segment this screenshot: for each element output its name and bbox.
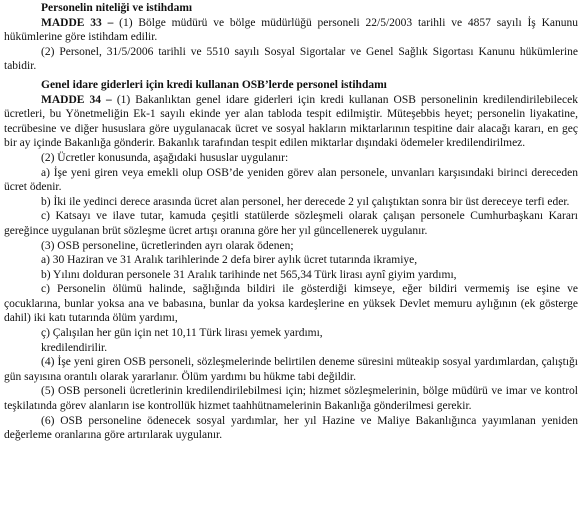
article-34-item-3a: a) 30 Haziran ve 31 Aralık tarihlerinde 2 defa birer aylık ücret tutarında ikramiye, (41, 254, 418, 267)
article-34-item-3c: c) Personelin ölümü halinde, sağlığında bildiri ile gösterdiği kimseye, eğer bildiri vermemiş ise eşine ve çocuklarına, bunlar yoksa ana ve babasına, bunlar da yoksa kardeşlerine en yüksek Devlet memuru aylığının (ek gösterge dahil) iki katı tutarında ölüm yardımı, (4, 283, 578, 325)
article-34-item-3b: b) Yılını dolduran personele 31 Aralık tarihinde net 565,34 Türk lirası aynî giyim yardımı, (41, 268, 457, 281)
article-33-label: MADDE 33 – (41, 16, 114, 29)
section-heading-34: Genel idare giderleri için kredi kullanan OSB’lerde personel istihdamı (41, 78, 387, 91)
article-34-paragraph-2: (2) Ücretler konusunda, aşağıdaki hususlar uygulanır: (41, 151, 289, 164)
article-34-item-2c: c) Katsayı ve ilave tutar, kamuda çeşitli statülerde sözleşmeli olarak çalışan personele Cumhurbaşkanı Kararı gereğince uygulanan brüt sözleşme ücret artışı oranına göre her yıl güncellenerek uygulanır. (4, 210, 578, 237)
article-33-paragraph-1 (4, 16, 578, 45)
article-34-item-2a: a) İşe yeni giren veya emekli olup OSB’de yeniden görev alan personele, unvanları karşısındaki birinci dereceden ücret ödenir. (4, 166, 578, 194)
article-34-paragraph-3: (3) OSB personeline, ücretlerinden ayrı olarak ödenen; (41, 239, 294, 252)
article-34-label: MADDE 34 – (41, 93, 112, 106)
article-34-paragraph-5: (5) OSB personeli ücretlerinin kredilendirilebilmesi için; hizmet sözleşmelerinin, bölge müdürü ve imar ve kontrol teşkilatında görev alanların ise kontrollük hizmet taahhütnamelerinin Bakanlığa gönderilmesi gerekir. (4, 385, 578, 413)
article-34-paragraph-3-closing: kredilendirilir. (41, 341, 108, 354)
article-34-item-2b: b) İki ile yedinci derece arasında ücret alan personel, her derecede 2 yıl çalıştıktan sonra bir üst dereceye terfi eder. (41, 195, 570, 208)
article-33-paragraph-2: (2) Personel, 31/5/2006 tarihli ve 5510 sayılı Sosyal Sigortalar ve Genel Sağlık Sigortası Kanunu hükümlerine tabidir. (4, 45, 578, 73)
article-34-paragraph-1-text: (1) Bakanlıktan genel idare giderleri için kredi kullanan OSB personelinin kredilendirilebilecek ücretleri, bu Yönetmeliğin Ek-1 sayılı ekinde yer alan tabloda tespit edilmiştir. Müteşebbis heyet; personelin liyakatine, tecrübesine ve diğer hususlara göre uygulanacak ücret ve sosyal hakların miktarlarının tespitine dair alacağı kararı, en geç bir ay içinde Bakanlığa gönderir. Bakanlık tarafından tespit edilen miktarlar dışındaki ödemeler kredilendirilmez. (4, 93, 578, 150)
section-heading-33: Personelin niteliği ve istihdamı (41, 2, 193, 14)
article-34-paragraph-6: (6) OSB personeline ödenecek sosyal yardımlar, her yıl Hazine ve Maliye Bakanlığınca yayımlanan yeniden değerleme oranlarına göre artırılarak uygulanır. (4, 414, 578, 442)
article-34-item-3d: ç) Çalışılan her gün için net 10,11 Türk lirası yemek yardımı, (41, 327, 323, 340)
article-33-paragraph-1-text: (1) Bölge müdürü ve bölge müdürlüğü personeli 22/5/2003 tarihli ve 4857 sayılı İş Kanunu hükümlerine göre istihdam edilir. (4, 16, 578, 44)
article-34-paragraph-1 (4, 93, 578, 151)
regulation-document (4, 0, 578, 443)
article-34-paragraph-4: (4) İşe yeni giren OSB personeli, sözleşmelerinde belirtilen deneme süresini müteakip sosyal yardımlardan, çalıştığı gün sayısına orantılı olarak yararlanır. Ölüm yardımı bu hükme tabi değildir. (4, 356, 578, 383)
